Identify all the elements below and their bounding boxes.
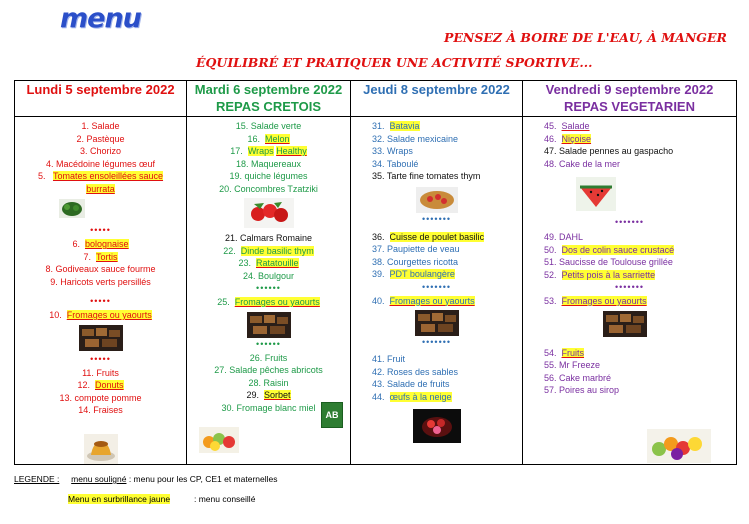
day-header-tuesday (187, 81, 351, 117)
organic-ab-logo: AB (321, 402, 343, 428)
list-item: 30. Fromage blanc miel (221, 402, 316, 413)
list-item: 21. Calmars Romaine (224, 233, 313, 243)
day-header-thursday (351, 81, 523, 117)
list-item: 49. DAHL (544, 232, 584, 242)
fruit-basket-photo (647, 429, 711, 463)
day-title: Vendredi 9 septembre 2022 (545, 82, 714, 97)
separator-dots: ••••••• (614, 217, 645, 227)
list-item: 32. Salade mexicaine (372, 133, 459, 144)
list-item: 52. Petits pois à la sarriette (544, 269, 656, 280)
slogan-line-1: PENSEZ À BOIRE DE L'EAU, À MANGER (444, 30, 727, 45)
list-item: 29. Sorbet (246, 390, 291, 400)
day-header-monday (15, 81, 187, 117)
list-item: 51. Saucisse de Toulouse grillée (544, 257, 673, 267)
list-item: 33. Wraps (372, 146, 413, 156)
legend-highlight-label: Menu en surbrillance jaune (68, 494, 171, 504)
list-item: 47. Salade pennes au gaspacho (544, 146, 674, 156)
list-item: 35. Tarte fine tomates thym (372, 171, 481, 181)
list-item: 19. quiche légumes (229, 171, 308, 181)
monday-column (15, 117, 187, 465)
list-item: 53. Fromages ou yaourts (544, 296, 647, 306)
cheese-yogurt-photo (79, 325, 123, 351)
list-item: 48. Cake de la mer (544, 158, 621, 169)
legend (14, 474, 278, 484)
list-item: 37. Paupiette de veau (372, 244, 460, 254)
fruit-basket-photo (199, 427, 239, 453)
list-item: 12. Donuts (77, 380, 124, 390)
separator-dots: •••••• (256, 283, 281, 293)
list-item: 38. Courgettes ricotta (372, 256, 459, 267)
thursday-column (351, 117, 523, 465)
separator-dots: ••••••• (421, 337, 452, 347)
separator-dots: •••••• (256, 338, 281, 349)
highlighted-item: Tomates ensoleillées sauce burrata (52, 171, 164, 194)
day-header-friday (523, 81, 737, 117)
list-item: 43. Salade de fruits (372, 379, 450, 389)
salad-photo (59, 199, 85, 218)
weekly-menu-table (14, 80, 737, 465)
fruit-salad-photo (413, 409, 461, 443)
list-item: 7. Tortis (83, 251, 118, 262)
separator-dots: ••••••• (614, 282, 645, 292)
legend-highlight-desc: : menu conseillé (194, 494, 256, 504)
list-item: 10. Fromages ou yaourts (49, 310, 152, 320)
list-item: 14. Fraises (78, 405, 123, 415)
list-item: 54. Fruits (544, 347, 585, 358)
list-item: 45. Salade (544, 121, 590, 131)
list-item: 28. Raisin (248, 377, 289, 388)
list-item: 36. Cuisse de poulet basilic (372, 231, 485, 242)
list-item: 11. Fruits (82, 367, 119, 378)
list-item: 4. Macédoine légumes œuf (45, 158, 156, 169)
dessert-photo (84, 434, 118, 464)
list-item: 6. bolognaise (72, 239, 129, 249)
list-item: 2. Pastèque (76, 133, 125, 144)
day-title: Jeudi 8 septembre 2022 (363, 82, 510, 97)
list-item: 55. Mr Freeze (544, 360, 601, 370)
list-item: 1. Salade (81, 121, 120, 131)
day-title: Lundi 5 septembre 2022 (26, 82, 175, 97)
list-item: 50. Dos de colin sauce crustacé (544, 244, 675, 255)
list-item: 44. œufs à la neige (372, 391, 452, 402)
list-item: 39. PDT boulangère (372, 269, 455, 279)
list-item: 17. Wraps Healthy (230, 146, 307, 156)
legend-underlined-desc: : menu pour les CP, CE1 et maternelles (126, 474, 278, 484)
legend-highlight (68, 494, 170, 504)
list-item: 57. Poires au sirop (544, 385, 620, 395)
list-item: 40. Fromages ou yaourts (372, 295, 475, 306)
list-item: 3. Chorizo (79, 146, 122, 156)
separator-dots: ••••• (90, 353, 111, 364)
list-item: 25. Fromages ou yaourts (217, 297, 320, 307)
separator-dots: ••••••• (421, 281, 452, 292)
tuesday-column (187, 117, 351, 465)
list-item: 13. compote pomme (59, 392, 142, 403)
list-item: 27. Salade pêches abricots (214, 365, 323, 375)
list-item: 41. Fruit (372, 354, 406, 364)
slogan-line-2: ÉQUILIBRÉ ET PRATIQUER UNE ACTIVITÉ SPORTIVE... (196, 55, 593, 70)
cheese-yogurt-photo (247, 312, 291, 338)
menu-logo: menu (60, 3, 141, 34)
list-item: 20. Concombres Tzatziki (219, 183, 318, 194)
list-item: 56. Cake marbré (544, 372, 612, 383)
list-item: 5. Tomates ensoleillées sauce burrata (37, 171, 164, 194)
legend-underlined: menu souligné (71, 474, 127, 484)
separator-dots: ••••• (90, 296, 111, 306)
watermelon-photo (576, 177, 616, 211)
day-content-row (15, 117, 737, 465)
list-item: 16. Melon (247, 133, 290, 144)
list-item: 9. Haricots verts persillés (50, 276, 151, 287)
list-item: 34. Taboulé (372, 158, 419, 169)
day-header-row (15, 81, 737, 117)
list-item: 24. Boulgour (242, 270, 295, 281)
legend-label: LEGENDE : (14, 474, 60, 484)
list-item: 22. Dinde basilic thym (223, 245, 314, 256)
list-item: 15. Salade verte (235, 121, 302, 131)
day-subtitle: REPAS VEGETARIEN (564, 99, 695, 114)
tomato-salad-photo (244, 198, 294, 228)
list-item: 26. Fruits (249, 352, 288, 363)
tart-photo (416, 187, 458, 213)
list-item: 31. Batavia (372, 121, 420, 131)
day-subtitle: REPAS CRETOIS (216, 99, 321, 114)
list-item: 8. Godiveaux sauce fourme (45, 264, 156, 274)
cheese-yogurt-photo (603, 311, 647, 337)
monday-starters (15, 117, 186, 195)
list-item: 46. Niçoise (544, 133, 592, 144)
separator-dots: ••••• (90, 225, 111, 235)
separator-dots: ••••••• (421, 213, 452, 224)
list-item: 18. Maquereaux (235, 158, 302, 169)
day-title: Mardi 6 septembre 2022 (194, 82, 343, 97)
cheese-yogurt-photo (415, 310, 459, 336)
friday-column (523, 117, 737, 465)
list-item: 23. Ratatouille (238, 258, 299, 268)
list-item: 42. Roses des sables (372, 366, 459, 377)
